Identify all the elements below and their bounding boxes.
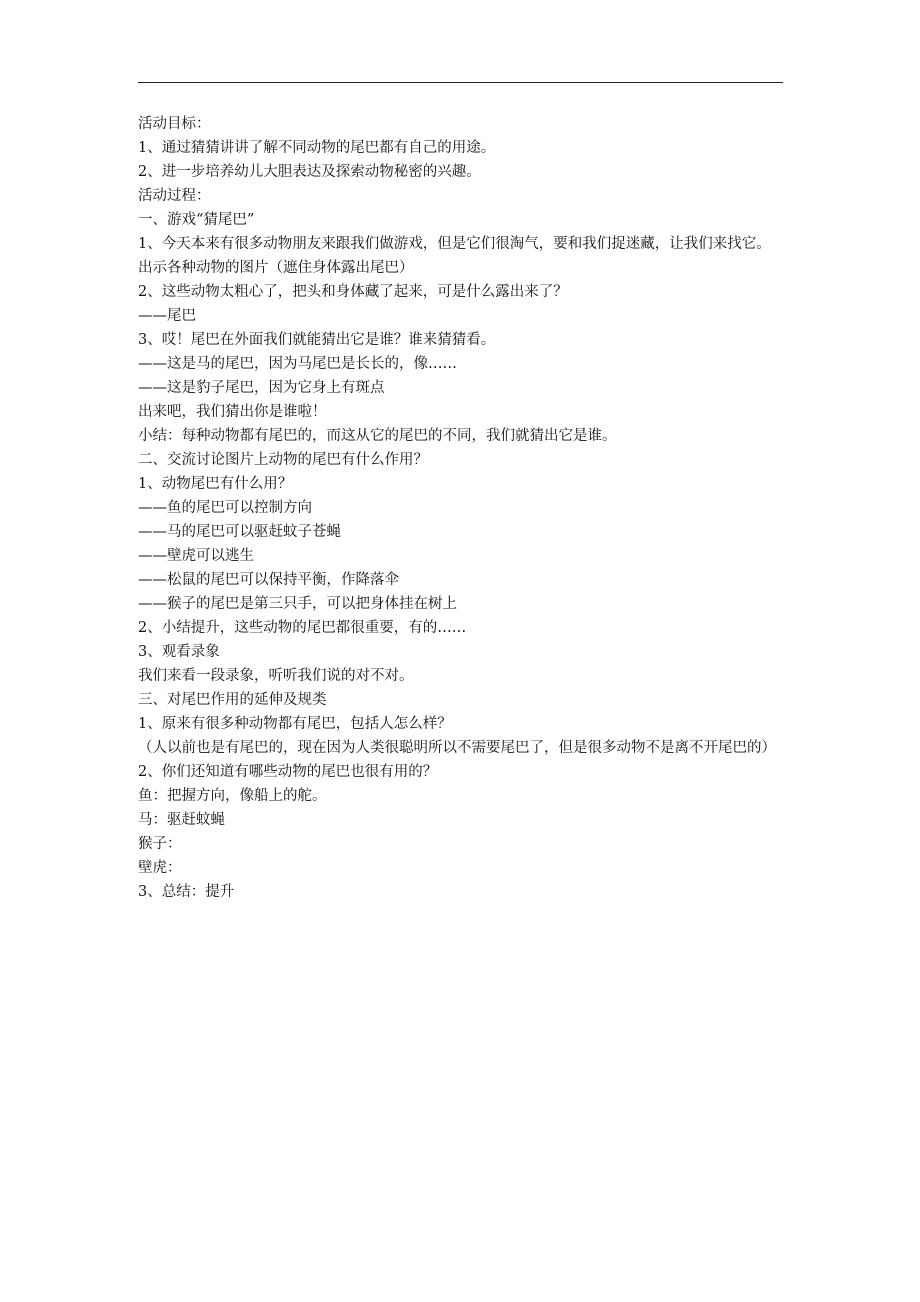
answer-line: ——这是豹子尾巴，因为它身上有斑点 <box>138 380 385 396</box>
document-body <box>138 112 786 904</box>
answer-line: ——鱼的尾巴可以控制方向 <box>138 500 312 516</box>
paragraph: 1、原来有很多种动物都有尾巴，包括人怎么样？ <box>138 716 452 732</box>
paragraph: 3、观看录象 <box>138 644 220 660</box>
paragraph: 2、小结提升，这些动物的尾巴都很重要，有的…… <box>138 620 467 636</box>
section-heading-process: 活动过程： <box>138 188 211 204</box>
part-heading: 一、游戏“猜尾巴” <box>138 212 255 228</box>
answer-line: ——松鼠的尾巴可以保持平衡，作降落伞 <box>138 572 399 588</box>
paragraph: 3、总结：提升 <box>138 884 235 900</box>
paragraph: 3、哎！尾巴在外面我们就能猜出它是谁？谁来猜猜看。 <box>138 332 496 348</box>
paragraph: 猴子： <box>138 836 182 852</box>
answer-line: ——马的尾巴可以驱赶蚊子苍蝇 <box>138 524 341 540</box>
paragraph: 1、今天本来有很多动物朋友来跟我们做游戏，但是它们很淘气，要和我们捉迷藏，让我们来找它。 <box>138 236 771 252</box>
summary-line: 小结：每种动物都有尾巴的，而这从它的尾巴的不同，我们就猜出它是谁。 <box>138 428 617 444</box>
answer-line: ——猴子的尾巴是第三只手，可以把身体挂在树上 <box>138 596 457 612</box>
header-rule <box>138 82 783 83</box>
answer-line: ——壁虎可以逃生 <box>138 548 254 564</box>
paragraph: 鱼：把握方向，像船上的舵。 <box>138 788 327 804</box>
paragraph: 1、动物尾巴有什么用？ <box>138 476 293 492</box>
paragraph: 出示各种动物的图片（遮住身体露出尾巴） <box>138 260 414 276</box>
answer-line: ——这是马的尾巴，因为马尾巴是长长的，像…… <box>138 356 457 372</box>
part-heading: 二、交流讨论图片上动物的尾巴有什么作用？ <box>138 452 428 468</box>
paragraph: 出来吧，我们猜出你是谁啦！ <box>138 404 327 420</box>
goal-item: 2、进一步培养幼儿大胆表达及探索动物秘密的兴趣。 <box>138 164 481 180</box>
answer-line: ——尾巴 <box>138 308 196 324</box>
goal-item: 1、通过猜猜讲讲了解不同动物的尾巴都有自己的用途。 <box>138 140 496 156</box>
part-heading: 三、对尾巴作用的延伸及规类 <box>138 692 327 708</box>
paragraph: （人以前也是有尾巴的，现在因为人类很聪明所以不需要尾巴了，但是很多动物不是离不开尾巴的） <box>138 740 776 756</box>
paragraph: 2、你们还知道有哪些动物的尾巴也很有用的？ <box>138 764 438 780</box>
paragraph: 壁虎： <box>138 860 182 876</box>
paragraph: 我们来看一段录象，听听我们说的对不对。 <box>138 668 414 684</box>
paragraph: 2、这些动物太粗心了，把头和身体藏了起来，可是什么露出来了？ <box>138 284 568 300</box>
section-heading-goals: 活动目标： <box>138 116 211 132</box>
paragraph: 马：驱赶蚊蝇 <box>138 812 225 828</box>
